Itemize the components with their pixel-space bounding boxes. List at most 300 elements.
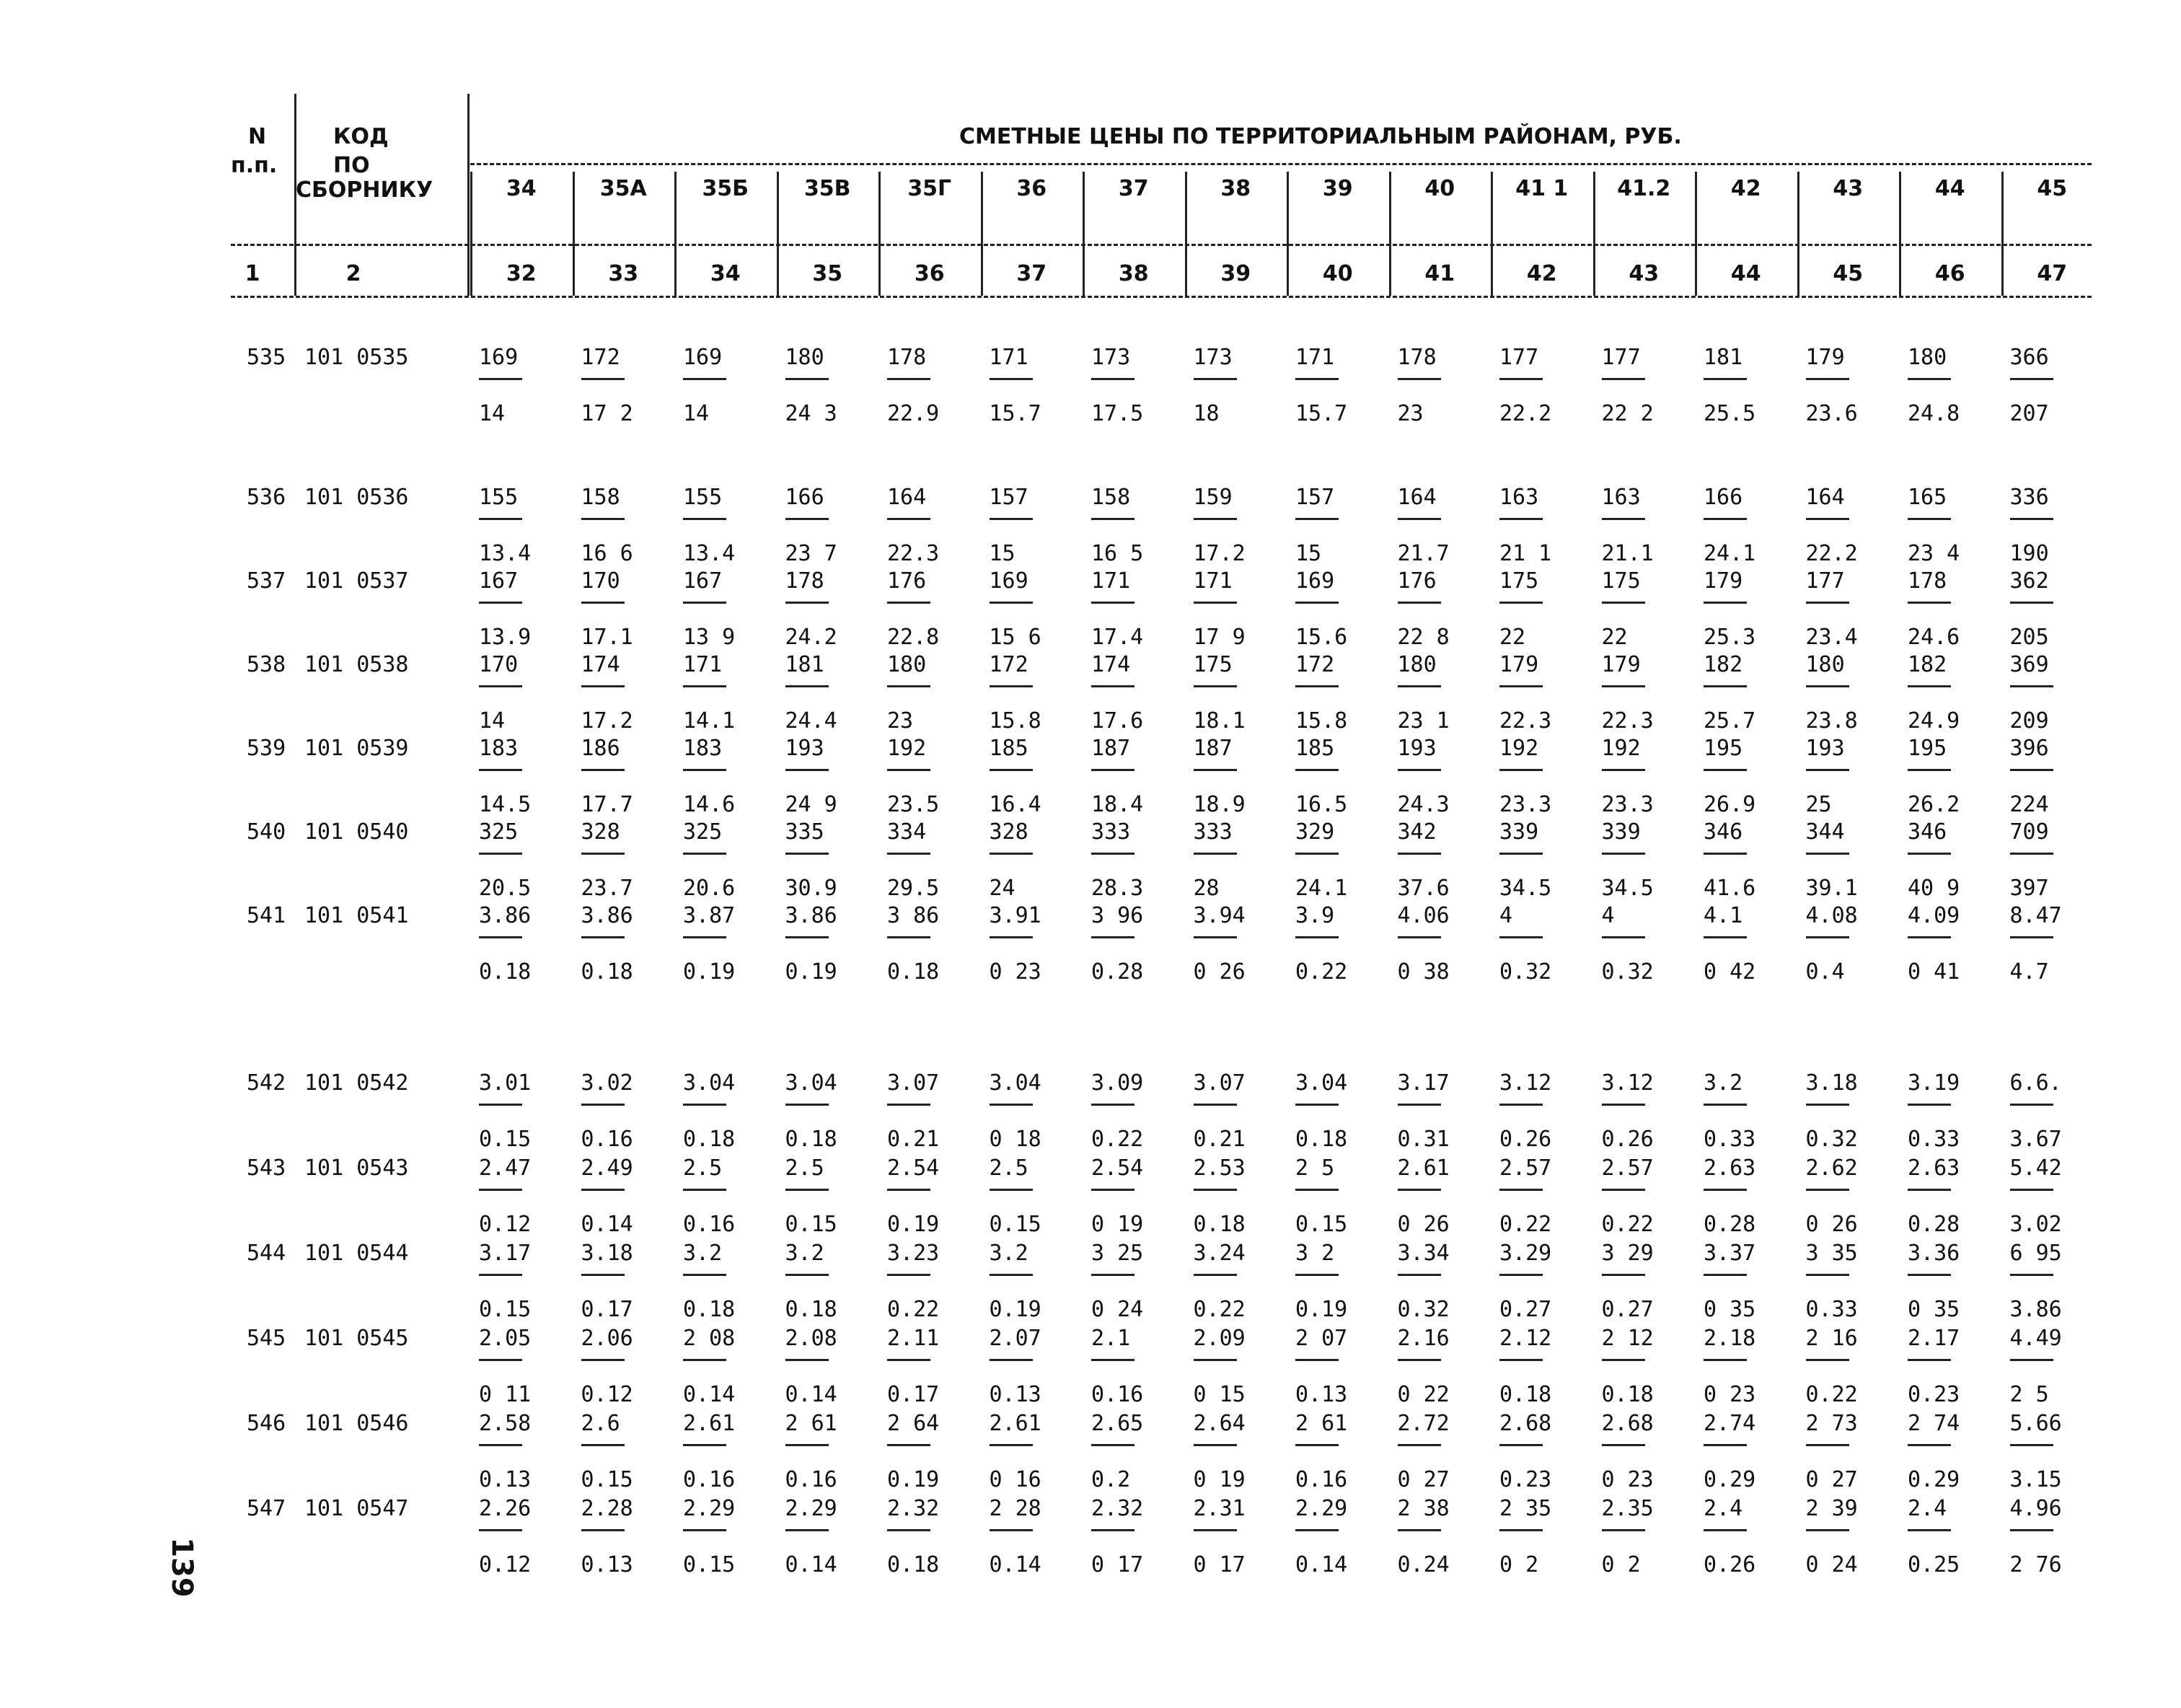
price-value-bottom: 26.9 (1704, 792, 1756, 817)
price-value-bottom: 23 4 (1908, 541, 1960, 566)
fraction-bar (1295, 769, 1339, 771)
fraction-bar (1704, 518, 1747, 520)
fraction-bar (887, 936, 930, 938)
fraction-bar (990, 1444, 1033, 1446)
fraction-bar (581, 853, 625, 855)
price-value-top: 2.61 (1397, 1155, 1450, 1181)
fraction-bar (1704, 1274, 1747, 1276)
fraction-bar (1908, 378, 1951, 380)
fraction-bar (479, 1189, 522, 1191)
price-value-bottom: 0 24 (1091, 1297, 1144, 1322)
price-value-bottom: 0.23 (1908, 1382, 1960, 1407)
fraction-bar (887, 769, 930, 771)
district-header: 34 (506, 176, 537, 201)
price-value-top: 164 (887, 485, 927, 510)
fraction-bar (1091, 378, 1134, 380)
price-value-top: 2.61 (989, 1411, 1041, 1436)
fraction-bar (1499, 1444, 1543, 1446)
price-value-bottom: 24 3 (785, 401, 837, 426)
price-value-bottom: 0.29 (1704, 1467, 1756, 1492)
district-col-separator (1491, 172, 1493, 296)
price-value-top: 180 (1805, 652, 1845, 677)
price-value-bottom: 0.26 (1499, 1127, 1552, 1152)
row-number: 540 (247, 819, 286, 845)
district-col-separator (573, 172, 575, 296)
district-col-index: 43 (1629, 261, 1660, 286)
price-value-bottom: 23.4 (1805, 625, 1858, 650)
row-code: 101 0536 (304, 485, 409, 510)
district-col-separator (1389, 172, 1391, 296)
price-value-top: 177 (1499, 345, 1539, 370)
row-number: 536 (247, 485, 286, 510)
fraction-bar (1806, 1104, 1849, 1106)
fraction-bar (1091, 853, 1134, 855)
fraction-bar (887, 853, 930, 855)
price-value-bottom: 25 (1805, 792, 1832, 817)
fraction-bar (887, 1444, 930, 1446)
price-value-bottom: 0.21 (1193, 1127, 1246, 1152)
price-value-bottom: 23 (887, 708, 914, 734)
price-value-top: 325 (683, 819, 723, 845)
fraction-bar (785, 378, 829, 380)
district-header: 35В (803, 176, 851, 201)
price-value-top: 4 (1601, 903, 1615, 928)
price-value-bottom: 0.14 (785, 1552, 837, 1577)
price-value-top: 2.57 (1601, 1155, 1654, 1181)
price-value-bottom: 0.18 (479, 959, 532, 985)
fraction-bar (2010, 853, 2053, 855)
price-value-top: 2 61 (1295, 1411, 1348, 1436)
fraction-bar (1499, 1104, 1543, 1106)
price-value-top: 2.53 (1193, 1155, 1246, 1181)
fraction-bar (581, 602, 625, 604)
fraction-bar (990, 1104, 1033, 1106)
price-value-top: 2.28 (581, 1496, 633, 1521)
price-value-top: 3.86 (479, 903, 532, 928)
district-col-separator (1695, 172, 1697, 296)
price-value-top: 709 (2009, 819, 2049, 845)
district-col-index: 36 (914, 261, 945, 286)
fraction-bar (990, 602, 1033, 604)
price-value-bottom: 41.6 (1704, 876, 1756, 901)
price-value-top: 2.11 (887, 1326, 940, 1351)
price-value-top: 2.54 (887, 1155, 940, 1181)
fraction-bar (479, 1104, 522, 1106)
fraction-bar (683, 685, 726, 687)
price-value-bottom: 0.13 (581, 1552, 633, 1577)
fraction-bar (1908, 1359, 1951, 1361)
code-label-2: ПО (333, 153, 370, 178)
fraction-bar (683, 1189, 726, 1191)
price-value-bottom: 3.02 (2009, 1212, 2062, 1237)
fraction-bar (1806, 602, 1849, 604)
price-value-top: 342 (1397, 819, 1437, 845)
price-value-bottom: 17.2 (1193, 541, 1246, 566)
price-value-top: 3 35 (1805, 1241, 1858, 1266)
price-value-top: 2.65 (1091, 1411, 1144, 1436)
price-value-bottom: 0 22 (1397, 1382, 1450, 1407)
price-value-bottom: 34.5 (1499, 876, 1552, 901)
price-value-top: 176 (1397, 568, 1437, 594)
price-value-bottom: 18.9 (1193, 792, 1246, 817)
price-value-bottom: 0.14 (683, 1382, 736, 1407)
price-value-bottom: 17.1 (581, 625, 633, 650)
price-value-bottom: 0 23 (989, 959, 1041, 985)
price-value-top: 3.91 (989, 903, 1041, 928)
row-number: 535 (247, 345, 286, 370)
fraction-bar (785, 936, 829, 938)
district-header: 41.2 (1617, 176, 1671, 201)
fraction-bar (1602, 769, 1645, 771)
fraction-bar (1908, 1189, 1951, 1191)
price-value-top: 2 28 (989, 1496, 1041, 1521)
fraction-bar (1091, 1274, 1134, 1276)
fraction-bar (1806, 378, 1849, 380)
price-value-top: 174 (581, 652, 620, 677)
fraction-bar (2010, 1444, 2053, 1446)
price-value-bottom: 24.8 (1908, 401, 1960, 426)
price-value-bottom: 20.6 (683, 876, 736, 901)
row-number: 539 (247, 736, 286, 761)
price-value-top: 2 5 (1295, 1155, 1335, 1181)
price-value-bottom: 190 (2009, 541, 2049, 566)
price-value-top: 182 (1704, 652, 1743, 677)
fraction-bar (2010, 602, 2053, 604)
price-value-bottom: 0.18 (1601, 1382, 1654, 1407)
price-value-bottom: 15.8 (989, 708, 1041, 734)
price-value-bottom: 15.6 (1295, 625, 1348, 650)
price-value-bottom: 21.1 (1601, 541, 1654, 566)
fraction-bar (1398, 1104, 1441, 1106)
district-col-index: 40 (1322, 261, 1353, 286)
row-code: 101 0546 (304, 1411, 409, 1436)
fraction-bar (1398, 936, 1441, 938)
price-value-top: 2.54 (1091, 1155, 1144, 1181)
fraction-bar (1602, 936, 1645, 938)
fraction-bar (1908, 1529, 1951, 1531)
price-value-bottom: 3.86 (2009, 1297, 2062, 1322)
price-value-top: 173 (1193, 345, 1233, 370)
price-value-bottom: 23 (1397, 401, 1424, 426)
fraction-bar (1398, 1444, 1441, 1446)
price-value-bottom: 0.31 (1397, 1127, 1450, 1152)
price-value-top: 177 (1601, 345, 1641, 370)
price-value-top: 163 (1601, 485, 1641, 510)
price-value-bottom: 13.9 (479, 625, 532, 650)
fraction-bar (1499, 685, 1543, 687)
header-rule-top (470, 163, 2092, 165)
price-value-top: 2.6 (581, 1411, 620, 1436)
price-value-bottom: 0.12 (479, 1552, 532, 1577)
price-value-bottom: 0.22 (887, 1297, 940, 1322)
price-value-bottom: 0.18 (581, 959, 633, 985)
row-code: 101 0542 (304, 1070, 409, 1096)
price-value-top: 396 (2009, 736, 2049, 761)
fraction-bar (1704, 1529, 1747, 1531)
fraction-bar (1704, 378, 1747, 380)
row-code: 101 0538 (304, 652, 409, 677)
price-value-top: 2.17 (1908, 1326, 1960, 1351)
page-number: 139 (164, 1537, 198, 1598)
price-value-top: 170 (479, 652, 519, 677)
price-value-bottom: 22.2 (1499, 401, 1552, 426)
price-value-top: 2.68 (1601, 1411, 1654, 1436)
district-col-separator (878, 172, 881, 296)
fraction-bar (2010, 1104, 2053, 1106)
price-value-top: 2.18 (1704, 1326, 1756, 1351)
fraction-bar (479, 1274, 522, 1276)
price-value-bottom: 17.7 (581, 792, 633, 817)
price-value-bottom: 0.22 (1091, 1127, 1144, 1152)
fraction-bar (1704, 936, 1747, 938)
price-value-bottom: 397 (2009, 876, 2049, 901)
price-value-top: 173 (1091, 345, 1131, 370)
district-col-separator (674, 172, 677, 296)
district-header: 35А (599, 176, 647, 201)
price-value-top: 339 (1499, 819, 1539, 845)
price-value-bottom: 14.5 (479, 792, 532, 817)
price-value-bottom: 0.25 (1908, 1552, 1960, 1577)
price-value-bottom: 0 17 (1193, 1552, 1246, 1577)
price-value-top: 6 95 (2009, 1241, 2062, 1266)
price-value-top: 328 (581, 819, 620, 845)
price-value-bottom: 17 9 (1193, 625, 1246, 650)
price-value-top: 187 (1193, 736, 1233, 761)
fraction-bar (887, 1189, 930, 1191)
price-value-top: 185 (989, 736, 1028, 761)
price-value-bottom: 0.15 (683, 1552, 736, 1577)
price-value-top: 178 (785, 568, 824, 594)
fraction-bar (2010, 936, 2053, 938)
fraction-bar (1194, 1359, 1237, 1361)
price-value-top: 3.87 (683, 903, 736, 928)
price-value-bottom: 0.13 (989, 1382, 1041, 1407)
price-value-top: 3.18 (1805, 1070, 1858, 1096)
price-value-bottom: 26.2 (1908, 792, 1960, 817)
price-value-bottom: 0.18 (1499, 1382, 1552, 1407)
price-value-bottom: 24.9 (1908, 708, 1960, 734)
price-value-top: 167 (683, 568, 723, 594)
price-value-top: 325 (479, 819, 519, 845)
fraction-bar (1806, 1359, 1849, 1361)
price-value-bottom: 14.1 (683, 708, 736, 734)
price-value-top: 2.63 (1704, 1155, 1756, 1181)
fraction-bar (1091, 769, 1134, 771)
fraction-bar (1194, 1104, 1237, 1106)
price-value-bottom: 14 (479, 708, 506, 734)
price-value-top: 179 (1704, 568, 1743, 594)
price-value-bottom: 0.14 (581, 1212, 633, 1237)
fraction-bar (990, 769, 1033, 771)
fraction-bar (1602, 853, 1645, 855)
fraction-bar (887, 518, 930, 520)
price-value-top: 3.18 (581, 1241, 633, 1266)
district-col-index: 35 (812, 261, 843, 286)
fraction-bar (785, 1529, 829, 1531)
price-value-bottom: 23.6 (1805, 401, 1858, 426)
price-value-bottom: 0.2 (1091, 1467, 1131, 1492)
price-value-top: 2 64 (887, 1411, 940, 1436)
price-value-top: 3.2 (1704, 1070, 1743, 1096)
price-value-top: 2.08 (785, 1326, 837, 1351)
fraction-bar (785, 1444, 829, 1446)
fraction-bar (581, 1529, 625, 1531)
price-value-top: 2.31 (1193, 1496, 1246, 1521)
np-sub-label: п.п. (231, 153, 278, 178)
price-value-bottom: 0 17 (1091, 1552, 1144, 1577)
price-value-bottom: 22.3 (887, 541, 940, 566)
fraction-bar (1398, 1529, 1441, 1531)
fraction-bar (1704, 602, 1747, 604)
price-value-top: 2 16 (1805, 1326, 1858, 1351)
district-col-index: 44 (1730, 261, 1761, 286)
district-col-index: 39 (1220, 261, 1251, 286)
price-value-bottom: 0.22 (1805, 1382, 1858, 1407)
price-value-bottom: 4.7 (2009, 959, 2049, 985)
price-value-top: 2.05 (479, 1326, 532, 1351)
fraction-bar (1602, 602, 1645, 604)
price-value-top: 164 (1805, 485, 1845, 510)
price-value-top: 3 25 (1091, 1241, 1144, 1266)
district-header: 35Г (907, 176, 952, 201)
row-code: 101 0539 (304, 736, 409, 761)
price-value-bottom: 0.21 (887, 1127, 940, 1152)
price-value-bottom: 16.5 (1295, 792, 1348, 817)
fraction-bar (1295, 1444, 1339, 1446)
price-value-top: 183 (479, 736, 519, 761)
price-value-top: 2 39 (1805, 1496, 1858, 1521)
fraction-bar (581, 685, 625, 687)
fraction-bar (479, 1359, 522, 1361)
price-value-top: 3.19 (1908, 1070, 1960, 1096)
price-value-top: 3.04 (1295, 1070, 1348, 1096)
price-value-bottom: 23 1 (1397, 708, 1450, 734)
fraction-bar (785, 1359, 829, 1361)
price-value-top: 170 (581, 568, 620, 594)
price-value-bottom: 40 9 (1908, 876, 1960, 901)
fraction-bar (1602, 1104, 1645, 1106)
fraction-bar (581, 1274, 625, 1276)
fraction-bar (1091, 602, 1134, 604)
price-value-bottom: 22 (1499, 625, 1526, 650)
fraction-bar (581, 1444, 625, 1446)
fraction-bar (1602, 1189, 1645, 1191)
fraction-bar (1295, 685, 1339, 687)
price-value-top: 193 (1805, 736, 1845, 761)
district-col-separator (777, 172, 779, 296)
price-value-bottom: 0.18 (785, 1297, 837, 1322)
district-col-index: 45 (1833, 261, 1864, 286)
fraction-bar (1704, 853, 1747, 855)
price-value-bottom: 0.27 (1601, 1297, 1654, 1322)
row-number: 545 (247, 1326, 286, 1351)
fraction-bar (2010, 1274, 2053, 1276)
fraction-bar (683, 769, 726, 771)
fraction-bar (1194, 1529, 1237, 1531)
price-value-top: 3.12 (1601, 1070, 1654, 1096)
price-value-top: 177 (1805, 568, 1845, 594)
price-value-bottom: 0.18 (683, 1297, 736, 1322)
price-value-top: 169 (479, 345, 519, 370)
price-value-top: 346 (1908, 819, 1947, 845)
price-value-bottom: 0.15 (479, 1297, 532, 1322)
price-value-top: 4.96 (2009, 1496, 2062, 1521)
district-header: 36 (1016, 176, 1047, 201)
fraction-bar (1806, 1444, 1849, 1446)
price-value-top: 178 (887, 345, 927, 370)
price-value-top: 3.29 (1499, 1241, 1552, 1266)
fraction-bar (1499, 518, 1543, 520)
fraction-bar (1091, 1529, 1134, 1531)
price-value-top: 164 (1397, 485, 1437, 510)
price-value-bottom: 28.3 (1091, 876, 1144, 901)
price-value-bottom: 39.1 (1805, 876, 1858, 901)
fraction-bar (1194, 685, 1237, 687)
price-value-bottom: 34.5 (1601, 876, 1654, 901)
price-value-top: 171 (1091, 568, 1131, 594)
fraction-bar (1295, 936, 1339, 938)
price-value-bottom: 0.15 (1295, 1212, 1348, 1237)
fraction-bar (1806, 1274, 1849, 1276)
price-value-top: 185 (1295, 736, 1335, 761)
price-value-bottom: 23.5 (887, 792, 940, 817)
row-code: 101 0547 (304, 1496, 409, 1521)
price-value-bottom: 0.18 (887, 959, 940, 985)
price-value-top: 4.49 (2009, 1326, 2062, 1351)
district-col-separator (1593, 172, 1595, 296)
price-value-bottom: 15 (989, 541, 1015, 566)
fraction-bar (1295, 1274, 1339, 1276)
price-value-top: 157 (989, 485, 1028, 510)
price-value-top: 181 (1704, 345, 1743, 370)
row-number: 538 (247, 652, 286, 677)
fraction-bar (1194, 853, 1237, 855)
price-value-top: 158 (1091, 485, 1131, 510)
fraction-bar (2010, 769, 2053, 771)
fraction-bar (1295, 1189, 1339, 1191)
fraction-bar (683, 518, 726, 520)
fraction-bar (581, 1189, 625, 1191)
fraction-bar (1194, 1274, 1237, 1276)
price-value-bottom: 15 6 (989, 625, 1041, 650)
fraction-bar (785, 769, 829, 771)
fraction-bar (581, 1104, 625, 1106)
price-value-bottom: 0.19 (785, 959, 837, 985)
row-code: 101 0540 (304, 819, 409, 845)
fraction-bar (683, 1359, 726, 1361)
price-value-bottom: 0.12 (479, 1212, 532, 1237)
price-value-bottom: 13 9 (683, 625, 736, 650)
row-number: 546 (247, 1411, 286, 1436)
price-value-bottom: 25.5 (1704, 401, 1756, 426)
price-value-top: 2.26 (479, 1496, 532, 1521)
price-value-top: 3.36 (1908, 1241, 1960, 1266)
fraction-bar (1194, 769, 1237, 771)
price-value-top: 166 (1704, 485, 1743, 510)
price-value-bottom: 15.7 (1295, 401, 1348, 426)
fraction-bar (1908, 602, 1951, 604)
fraction-bar (1499, 602, 1543, 604)
price-value-bottom: 0 26 (1193, 959, 1246, 985)
fraction-bar (1602, 1359, 1645, 1361)
fraction-bar (1295, 1104, 1339, 1106)
price-value-top: 192 (1499, 736, 1539, 761)
row-code: 101 0535 (304, 345, 409, 370)
price-value-bottom: 0 24 (1805, 1552, 1858, 1577)
district-header: 35Б (702, 176, 749, 201)
fraction-bar (1295, 518, 1339, 520)
price-value-bottom: 0.19 (989, 1297, 1041, 1322)
